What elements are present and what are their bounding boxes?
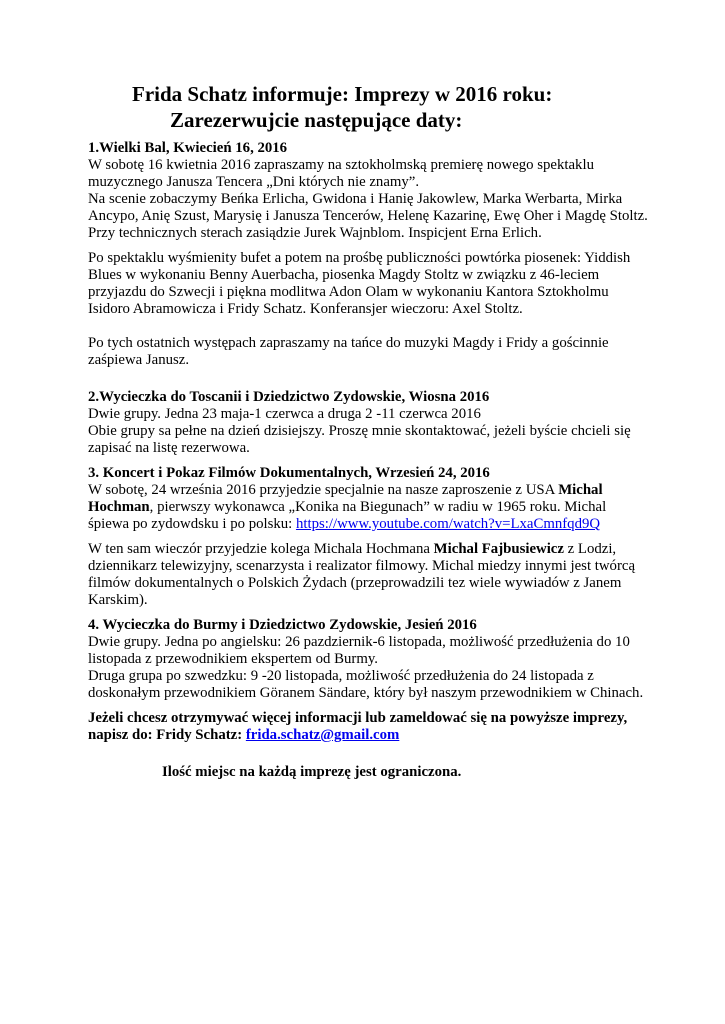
section-3-text-d: z Lodzi, dziennikarz telewizyjny, scenarzysta i realizator filmowy. Michal miedzy innymi jest twórcą filmów dokumentalnych o Polskich Żydach (przeprowadzili tez wiele wywiadów z Janem Karskim).	[88, 541, 636, 608]
performer-name: Michal Hochman	[88, 482, 603, 515]
section-3-text-c: W ten sam wieczór przyjedzie kolega Michala Hochmana	[88, 541, 434, 557]
section-3-paragraph-1	[88, 482, 648, 533]
section-4-paragraph-2: Druga grupa po szwedzku: 9 -20 listopada, możliwość przedłużenia do 24 listopada z doskonałym przewodnikiem Göranem Sändare, który był naszym przewodnikiem w Chinach.	[88, 668, 644, 701]
section-3-text-a: W sobotę, 24 września 2016 przyjedzie specjalnie na nasze zaproszenie z USA	[88, 482, 559, 498]
email-link[interactable]: frida.schatz@gmail.com	[245, 727, 400, 743]
closing-text: Jeżeli chcesz otrzymywać więcej informacji lub zameldować się na powyższe imprezy, napisz do: Fridy Schatz:	[88, 710, 628, 743]
section-3-heading: 3. Koncert i Pokaz Filmów Dokumentalnych, Wrzesień 24, 2016	[88, 465, 490, 481]
capacity-notice: Ilość miejsc na każdą imprezę jest ograniczona.	[162, 764, 462, 780]
document-title: Frida Schatz informuje: Imprezy w 2016 roku:	[132, 82, 553, 106]
section-1-heading: 1.Wielki Bal, Kwiecień 16, 2016	[88, 140, 288, 156]
section-2-paragraph-1: Dwie grupy. Jedna 23 maja-1 czerwca a druga 2 -11 czerwca 2016	[88, 406, 481, 422]
section-1-paragraph-3: Po spektaklu wyśmienity bufet a potem na prośbę publiczności powtórka piosenek: Yiddish Blues w wykonaniu Benny Auerbacha, piosenka Magdy Stoltz w związku z 46-leciem przyjazdu do Szwecji i piękna modlitwa Adon Olam w wykonaniu Kantora Sztokholmu Isidoro Abramowicza i Fridy Schatz. Konferansjer wieczoru: Axel Stoltz.	[88, 250, 631, 317]
section-4-heading: 4. Wycieczka do Burmy i Dziedzictwo Zydowskie, Jesień 2016	[88, 617, 477, 633]
closing-paragraph	[88, 710, 648, 744]
document-subtitle: Zarezerwujcie następujące daty:	[170, 108, 463, 132]
youtube-link[interactable]: https://www.youtube.com/watch?v=LxaCmnfqd9Q	[295, 516, 601, 532]
section-3-text-b: , pierwszy wykonawca „Konika na Biegunach” w radiu w 1965 roku. Michal śpiewa po zydowdsku i po polsku:	[88, 499, 607, 532]
document-body	[88, 140, 648, 781]
section-3-paragraph-2	[88, 541, 648, 609]
section-2-heading: 2.Wycieczka do Toscanii i Dziedzictwo Zydowskie, Wiosna 2016	[88, 389, 490, 405]
guest-name: Michal Fajbusiewicz	[433, 541, 564, 557]
section-1-paragraph-2: Na scenie zobaczymy Beńka Erlicha, Gwidona i Hanię Jakowlew, Marka Werbarta, Mirka Ancypo, Anię Szust, Marysię i Janusza Tencerów, Helenę Kazarinę, Ewę Oher i Magdę Stoltz. Przy technicznych sterach zasiądzie Jurek Wajnblom. Inspicjent Erna Erlich.	[88, 191, 648, 241]
section-4-paragraph-1: Dwie grupy. Jedna po angielsku: 26 pazdziernik-6 listopada, możliwość przedłużenia do 10 listopada z przewodnikiem ekspertem od Burmy.	[88, 634, 630, 667]
section-1-paragraph-1: W sobotę 16 kwietnia 2016 zapraszamy na sztokholmską premierę nowego spektaklu muzycznego Janusza Tencera „Dni których nie znamy”.	[88, 157, 594, 190]
section-1-paragraph-4: Po tych ostatnich występach zapraszamy na tańce do muzyki Magdy i Fridy a gościnnie zaśpiewa Janusz.	[88, 335, 609, 368]
section-2-paragraph-2: Obie grupy sa pełne na dzień dzisiejszy. Proszę mnie skontaktować, jeżeli byście chcieli się zapisać na listę rezerwowa.	[88, 423, 631, 456]
